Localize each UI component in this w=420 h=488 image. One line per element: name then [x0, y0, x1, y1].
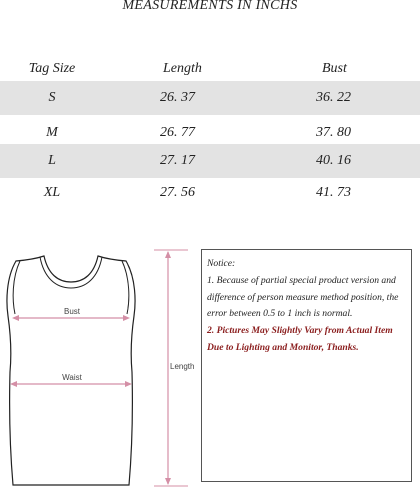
- notice-box: [201, 249, 412, 482]
- table-row: XL 27. 56 41. 73: [0, 176, 420, 210]
- length-cell: 26. 37: [160, 90, 195, 105]
- bust-cell: 36. 22: [316, 90, 351, 105]
- notice-point-1: 1. Because of partial special product version and difference of person measure method position, the error between 0.5 to 1 inch is normal.: [207, 274, 399, 320]
- page-title: MEASUREMENTS IN INCHS: [122, 0, 298, 13]
- length-cell: 26. 77: [160, 125, 195, 140]
- table-row: M 26. 77 37. 80: [0, 116, 420, 150]
- length-cell: 27. 56: [160, 185, 195, 200]
- length-cell: 27. 17: [160, 153, 195, 168]
- notice-point-2: 2. Pictures May Slightly Vary from Actual Item Due to Lighting and Monitor, Thanks.: [207, 325, 393, 353]
- notice-title: Notice:: [207, 258, 236, 269]
- table-row: S 26. 37 36. 22: [0, 81, 420, 115]
- length-label: Length: [170, 362, 195, 371]
- header-bust: Bust: [322, 61, 347, 76]
- table-header-row: Tag Size Length Bust: [0, 52, 420, 86]
- tank-top-outline: [7, 256, 135, 485]
- bust-cell: 41. 73: [316, 185, 351, 200]
- header-length: Length: [163, 61, 202, 76]
- bust-cell: 37. 80: [316, 125, 351, 140]
- tank-top-diagram: [0, 240, 200, 488]
- bust-cell: 40. 16: [316, 153, 351, 168]
- table-row: L 27. 17 40. 16: [0, 144, 420, 178]
- waist-label: Waist: [62, 373, 82, 382]
- bust-label: Bust: [63, 307, 81, 316]
